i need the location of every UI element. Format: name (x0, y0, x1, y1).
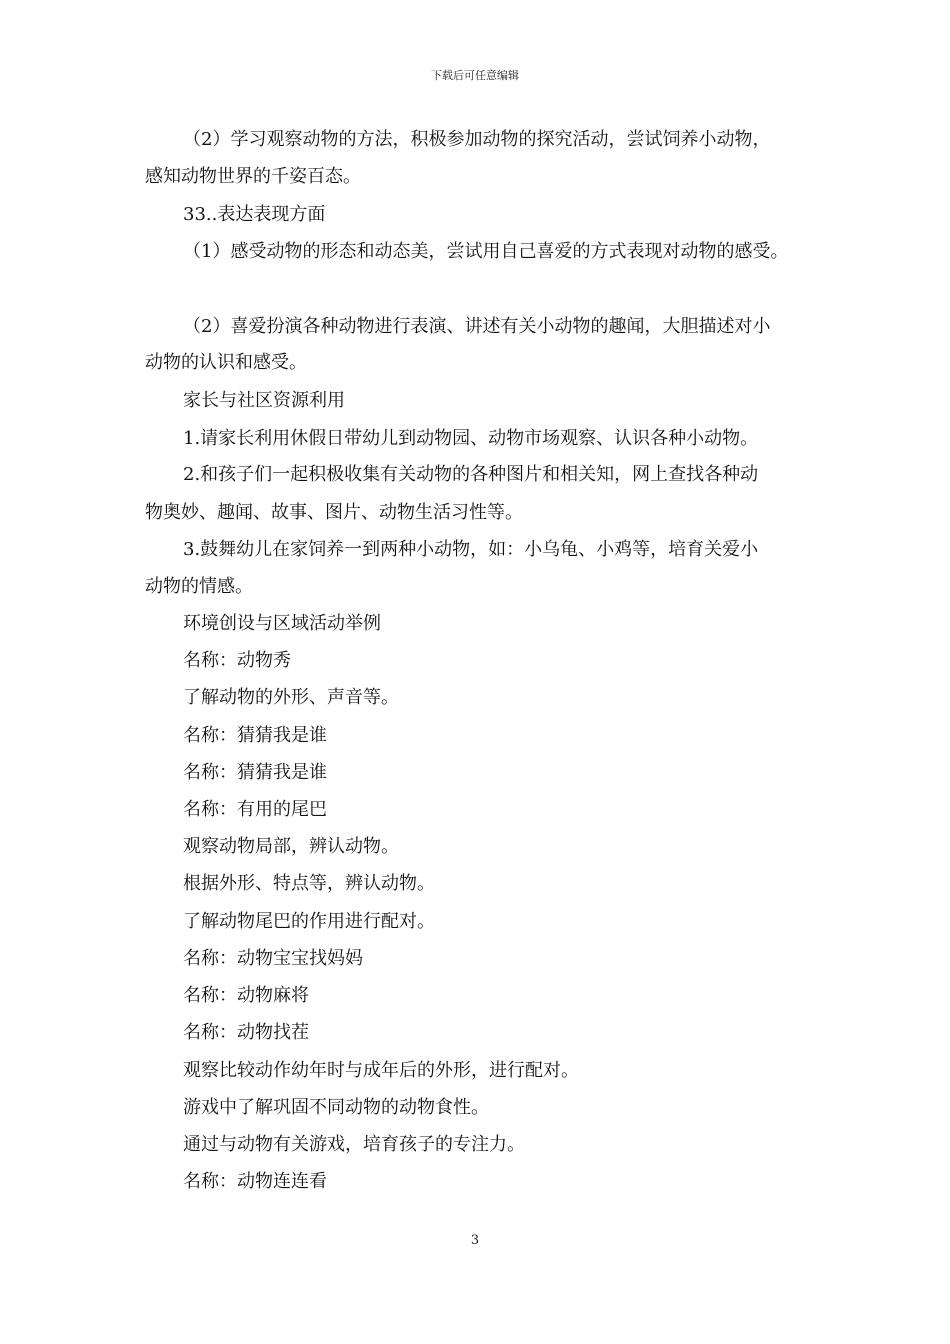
paragraph-line: 动物的情感。 (145, 576, 253, 597)
activity-name: 名称：猜猜我是谁 (183, 762, 327, 783)
page-number: 3 (470, 1233, 480, 1248)
paragraph-line: 1.请家长利用休假日带幼儿到动物园、动物市场观察、认识各种小动物。 (183, 428, 759, 449)
paragraph-line: 感知动物世界的千姿百态。 (145, 166, 361, 187)
activity-description: 游戏中了解巩固不同动物的动物食性。 (183, 1097, 489, 1118)
section-heading: 家长与社区资源利用 (183, 390, 345, 411)
section-heading: 环境创设与区域活动举例 (183, 613, 381, 634)
paragraph-line: 3.鼓舞幼儿在家饲养一到两种小动物，如：小乌龟、小鸡等，培育关爱小 (183, 539, 759, 560)
paragraph-line: 物奥妙、趣闻、故事、图片、动物生活习性等。 (145, 502, 523, 523)
paragraph-line: 动物的认识和感受。 (145, 352, 307, 373)
activity-description: 通过与动物有关游戏，培育孩子的专注力。 (183, 1134, 525, 1155)
activity-description: 根据外形、特点等，辨认动物。 (183, 873, 435, 894)
activity-name: 名称：动物找茬 (183, 1022, 309, 1043)
paragraph-line: （2）学习观察动物的方法，积极参加动物的探究活动，尝试饲养小动物， (183, 129, 771, 150)
paragraph-line: 2.和孩子们一起积极收集有关动物的各种图片和相关知，网上查找各种动 (183, 464, 759, 485)
paragraph-line: （2）喜爱扮演各种动物进行表演、讲述有关小动物的趣闻，大胆描述对小 (183, 316, 771, 337)
activity-description: 了解动物的外形、声音等。 (183, 687, 399, 708)
activity-description: 观察动物局部，辨认动物。 (183, 836, 399, 857)
activity-description: 观察比较动作幼年时与成年后的外形，进行配对。 (183, 1060, 579, 1081)
activity-name: 名称：动物宝宝找妈妈 (183, 948, 363, 969)
activity-name: 名称：有用的尾巴 (183, 799, 327, 820)
activity-name: 名称：动物秀 (183, 650, 291, 671)
paragraph-line: （1）感受动物的形态和动态美，尝试用自己喜爱的方式表现对动物的感受。 (183, 241, 789, 262)
page-header: 下载后可任意编辑 (431, 69, 519, 82)
activity-description: 了解动物尾巴的作用进行配对。 (183, 911, 435, 932)
activity-name: 名称：动物连连看 (183, 1171, 327, 1192)
activity-name: 名称：猜猜我是谁 (183, 725, 327, 746)
section-heading: 33..表达表现方面 (183, 204, 326, 225)
activity-name: 名称：动物麻将 (183, 985, 309, 1006)
